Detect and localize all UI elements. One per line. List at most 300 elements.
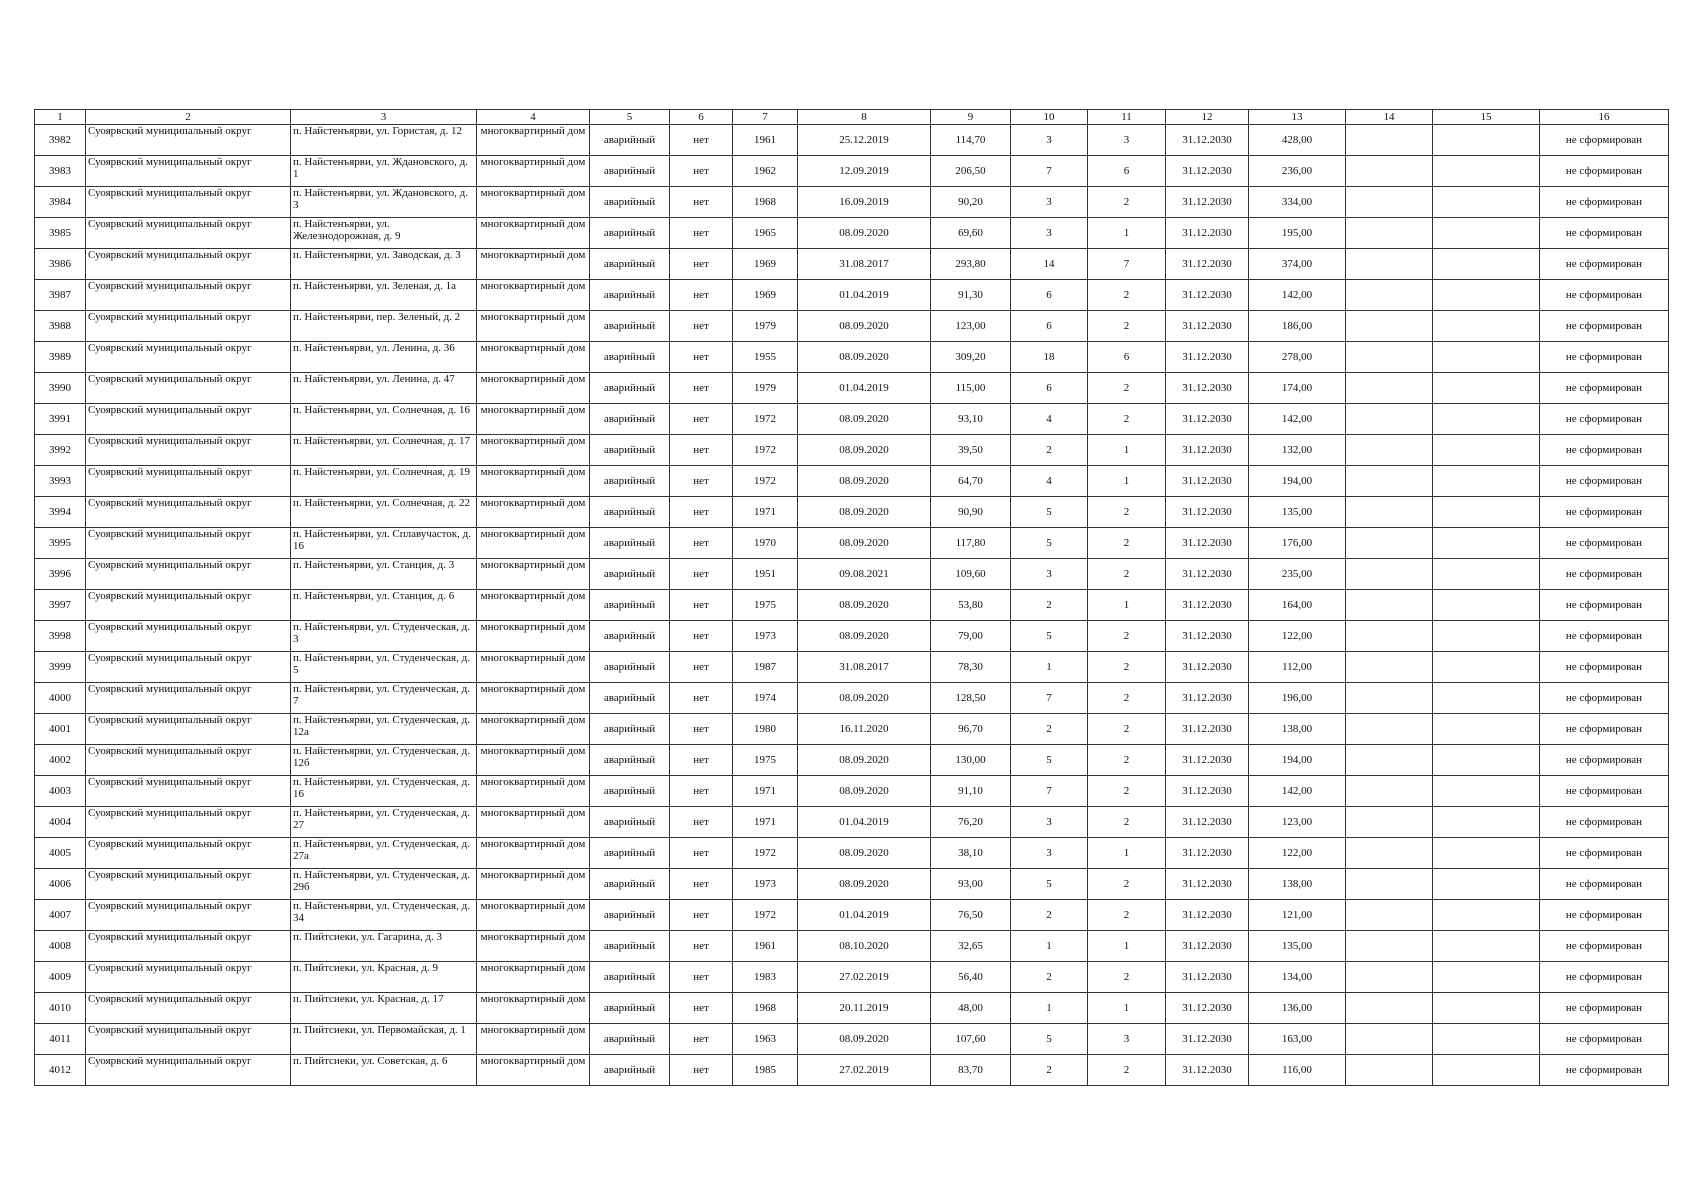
condition-cell: аварийный: [590, 497, 670, 528]
flag-cell: нет: [670, 249, 733, 280]
area-cell: 53,80: [931, 590, 1011, 621]
flats-cell: 2: [1088, 621, 1166, 652]
residents-cell: 3: [1011, 218, 1088, 249]
date-cell: 08.09.2020: [798, 590, 931, 621]
flats-cell: 6: [1088, 156, 1166, 187]
column-number-row: [35, 110, 1669, 125]
flats-cell: 2: [1088, 962, 1166, 993]
residents-cell: 2: [1011, 962, 1088, 993]
column-number-header: 16: [1540, 110, 1669, 125]
column-number-header: 1: [35, 110, 86, 125]
flag-cell: нет: [670, 714, 733, 745]
empty-cell: [1346, 993, 1433, 1024]
table-row: [35, 373, 1669, 404]
date-cell: 08.10.2020: [798, 931, 931, 962]
deadline-cell: 31.12.2030: [1166, 776, 1249, 807]
condition-cell: аварийный: [590, 590, 670, 621]
residents-cell: 5: [1011, 497, 1088, 528]
condition-cell: аварийный: [590, 838, 670, 869]
flats-cell: 2: [1088, 714, 1166, 745]
date-cell: 27.02.2019: [798, 1055, 931, 1086]
deadline-cell: 31.12.2030: [1166, 435, 1249, 466]
condition-cell: аварийный: [590, 869, 670, 900]
year-cell: 1951: [733, 559, 798, 590]
building-type-cell: многоквартирный дом: [477, 156, 590, 187]
address-cell: п. Найстенъярви, ул. Студенческая, д. 3: [291, 621, 477, 652]
district-cell: Суоярвский муниципальный округ: [86, 931, 291, 962]
building-type-cell: многоквартирный дом: [477, 1055, 590, 1086]
value-cell: 176,00: [1249, 528, 1346, 559]
condition-cell: аварийный: [590, 342, 670, 373]
flats-cell: 2: [1088, 652, 1166, 683]
table-row: [35, 1055, 1669, 1086]
area-cell: 48,00: [931, 993, 1011, 1024]
flag-cell: нет: [670, 218, 733, 249]
empty-cell: [1346, 373, 1433, 404]
table-row: [35, 125, 1669, 156]
area-cell: 78,30: [931, 652, 1011, 683]
building-type-cell: многоквартирный дом: [477, 125, 590, 156]
row-number-cell: 4012: [35, 1055, 86, 1086]
year-cell: 1965: [733, 218, 798, 249]
flats-cell: 2: [1088, 528, 1166, 559]
address-cell: п. Найстенъярви, ул. Станция, д. 6: [291, 590, 477, 621]
status-cell: не сформирован: [1540, 125, 1669, 156]
building-type-cell: многоквартирный дом: [477, 342, 590, 373]
area-cell: 123,00: [931, 311, 1011, 342]
date-cell: 31.08.2017: [798, 652, 931, 683]
empty-cell: [1433, 435, 1540, 466]
flag-cell: нет: [670, 931, 733, 962]
district-cell: Суоярвский муниципальный округ: [86, 900, 291, 931]
deadline-cell: 31.12.2030: [1166, 683, 1249, 714]
table-row: [35, 311, 1669, 342]
empty-cell: [1433, 156, 1540, 187]
building-type-cell: многоквартирный дом: [477, 280, 590, 311]
area-cell: 39,50: [931, 435, 1011, 466]
year-cell: 1973: [733, 869, 798, 900]
status-cell: не сформирован: [1540, 249, 1669, 280]
residents-cell: 3: [1011, 125, 1088, 156]
value-cell: 374,00: [1249, 249, 1346, 280]
status-cell: не сформирован: [1540, 683, 1669, 714]
area-cell: 90,90: [931, 497, 1011, 528]
date-cell: 01.04.2019: [798, 280, 931, 311]
value-cell: 132,00: [1249, 435, 1346, 466]
condition-cell: аварийный: [590, 683, 670, 714]
address-cell: п. Пийтсиеки, ул. Первомайская, д. 1: [291, 1024, 477, 1055]
condition-cell: аварийный: [590, 435, 670, 466]
deadline-cell: 31.12.2030: [1166, 373, 1249, 404]
value-cell: 121,00: [1249, 900, 1346, 931]
row-number-cell: 3988: [35, 311, 86, 342]
table-row: [35, 962, 1669, 993]
status-cell: не сформирован: [1540, 342, 1669, 373]
residents-cell: 14: [1011, 249, 1088, 280]
row-number-cell: 3991: [35, 404, 86, 435]
row-number-cell: 4000: [35, 683, 86, 714]
condition-cell: аварийный: [590, 559, 670, 590]
building-type-cell: многоквартирный дом: [477, 435, 590, 466]
date-cell: 08.09.2020: [798, 776, 931, 807]
value-cell: 196,00: [1249, 683, 1346, 714]
building-type-cell: многоквартирный дом: [477, 590, 590, 621]
condition-cell: аварийный: [590, 652, 670, 683]
value-cell: 194,00: [1249, 745, 1346, 776]
deadline-cell: 31.12.2030: [1166, 342, 1249, 373]
empty-cell: [1346, 900, 1433, 931]
table-row: [35, 993, 1669, 1024]
empty-cell: [1346, 435, 1433, 466]
area-cell: 38,10: [931, 838, 1011, 869]
condition-cell: аварийный: [590, 745, 670, 776]
table-row: [35, 435, 1669, 466]
table-body: [35, 125, 1669, 1086]
status-cell: не сформирован: [1540, 652, 1669, 683]
building-type-cell: многоквартирный дом: [477, 869, 590, 900]
address-cell: п. Найстенъярви, ул. Студенческая, д. 34: [291, 900, 477, 931]
date-cell: 01.04.2019: [798, 900, 931, 931]
condition-cell: аварийный: [590, 807, 670, 838]
empty-cell: [1433, 931, 1540, 962]
deadline-cell: 31.12.2030: [1166, 249, 1249, 280]
flag-cell: нет: [670, 900, 733, 931]
area-cell: 115,00: [931, 373, 1011, 404]
status-cell: не сформирован: [1540, 900, 1669, 931]
year-cell: 1955: [733, 342, 798, 373]
year-cell: 1963: [733, 1024, 798, 1055]
condition-cell: аварийный: [590, 776, 670, 807]
deadline-cell: 31.12.2030: [1166, 807, 1249, 838]
empty-cell: [1346, 745, 1433, 776]
deadline-cell: 31.12.2030: [1166, 559, 1249, 590]
condition-cell: аварийный: [590, 187, 670, 218]
residents-cell: 6: [1011, 373, 1088, 404]
row-number-cell: 3983: [35, 156, 86, 187]
address-cell: п. Найстенъярви, ул. Солнечная, д. 19: [291, 466, 477, 497]
building-type-cell: многоквартирный дом: [477, 497, 590, 528]
district-cell: Суоярвский муниципальный округ: [86, 311, 291, 342]
column-number-header: 4: [477, 110, 590, 125]
date-cell: 08.09.2020: [798, 1024, 931, 1055]
date-cell: 08.09.2020: [798, 218, 931, 249]
status-cell: не сформирован: [1540, 280, 1669, 311]
empty-cell: [1433, 714, 1540, 745]
year-cell: 1983: [733, 962, 798, 993]
flag-cell: нет: [670, 404, 733, 435]
year-cell: 1971: [733, 776, 798, 807]
table-row: [35, 342, 1669, 373]
column-number-header: 3: [291, 110, 477, 125]
value-cell: 142,00: [1249, 404, 1346, 435]
year-cell: 1972: [733, 435, 798, 466]
flats-cell: 1: [1088, 931, 1166, 962]
building-type-cell: многоквартирный дом: [477, 993, 590, 1024]
deadline-cell: 31.12.2030: [1166, 280, 1249, 311]
district-cell: Суоярвский муниципальный округ: [86, 745, 291, 776]
address-cell: п. Пийтсиеки, ул. Красная, д. 17: [291, 993, 477, 1024]
building-type-cell: многоквартирный дом: [477, 373, 590, 404]
deadline-cell: 31.12.2030: [1166, 962, 1249, 993]
flag-cell: нет: [670, 311, 733, 342]
empty-cell: [1433, 528, 1540, 559]
building-type-cell: многоквартирный дом: [477, 838, 590, 869]
condition-cell: аварийный: [590, 218, 670, 249]
year-cell: 1970: [733, 528, 798, 559]
year-cell: 1987: [733, 652, 798, 683]
column-number-header: 10: [1011, 110, 1088, 125]
row-number-cell: 4007: [35, 900, 86, 931]
building-type-cell: многоквартирный дом: [477, 559, 590, 590]
status-cell: не сформирован: [1540, 838, 1669, 869]
year-cell: 1969: [733, 280, 798, 311]
table-row: [35, 249, 1669, 280]
flag-cell: нет: [670, 776, 733, 807]
date-cell: 08.09.2020: [798, 838, 931, 869]
status-cell: не сформирован: [1540, 1055, 1669, 1086]
address-cell: п. Найстенъярви, ул. Ленина, д. 36: [291, 342, 477, 373]
empty-cell: [1346, 280, 1433, 311]
residents-cell: 6: [1011, 280, 1088, 311]
deadline-cell: 31.12.2030: [1166, 838, 1249, 869]
value-cell: 428,00: [1249, 125, 1346, 156]
district-cell: Суоярвский муниципальный округ: [86, 993, 291, 1024]
row-number-cell: 4005: [35, 838, 86, 869]
deadline-cell: 31.12.2030: [1166, 1024, 1249, 1055]
row-number-cell: 3995: [35, 528, 86, 559]
flats-cell: 3: [1088, 125, 1166, 156]
residents-cell: 2: [1011, 714, 1088, 745]
condition-cell: аварийный: [590, 373, 670, 404]
flag-cell: нет: [670, 497, 733, 528]
condition-cell: аварийный: [590, 1024, 670, 1055]
flag-cell: нет: [670, 1024, 733, 1055]
flag-cell: нет: [670, 342, 733, 373]
status-cell: не сформирован: [1540, 218, 1669, 249]
residents-cell: 4: [1011, 466, 1088, 497]
building-type-cell: многоквартирный дом: [477, 714, 590, 745]
empty-cell: [1433, 993, 1540, 1024]
residents-cell: 2: [1011, 900, 1088, 931]
empty-cell: [1433, 962, 1540, 993]
value-cell: 123,00: [1249, 807, 1346, 838]
empty-cell: [1346, 218, 1433, 249]
value-cell: 235,00: [1249, 559, 1346, 590]
deadline-cell: 31.12.2030: [1166, 466, 1249, 497]
flag-cell: нет: [670, 745, 733, 776]
deadline-cell: 31.12.2030: [1166, 497, 1249, 528]
table-row: [35, 683, 1669, 714]
empty-cell: [1346, 125, 1433, 156]
deadline-cell: 31.12.2030: [1166, 404, 1249, 435]
building-type-cell: многоквартирный дом: [477, 776, 590, 807]
value-cell: 142,00: [1249, 280, 1346, 311]
condition-cell: аварийный: [590, 621, 670, 652]
residents-cell: 3: [1011, 838, 1088, 869]
column-number-header: 7: [733, 110, 798, 125]
row-number-cell: 3996: [35, 559, 86, 590]
condition-cell: аварийный: [590, 156, 670, 187]
area-cell: 32,65: [931, 931, 1011, 962]
district-cell: Суоярвский муниципальный округ: [86, 776, 291, 807]
empty-cell: [1433, 745, 1540, 776]
empty-cell: [1346, 776, 1433, 807]
flag-cell: нет: [670, 993, 733, 1024]
district-cell: Суоярвский муниципальный округ: [86, 466, 291, 497]
residents-cell: 7: [1011, 156, 1088, 187]
area-cell: 130,00: [931, 745, 1011, 776]
column-number-header: 14: [1346, 110, 1433, 125]
area-cell: 64,70: [931, 466, 1011, 497]
row-number-cell: 4011: [35, 1024, 86, 1055]
date-cell: 01.04.2019: [798, 807, 931, 838]
flats-cell: 1: [1088, 993, 1166, 1024]
building-type-cell: многоквартирный дом: [477, 745, 590, 776]
flats-cell: 7: [1088, 249, 1166, 280]
empty-cell: [1346, 621, 1433, 652]
address-cell: п. Найстенъярви, ул. Студенческая, д. 12а: [291, 714, 477, 745]
value-cell: 134,00: [1249, 962, 1346, 993]
residents-cell: 1: [1011, 931, 1088, 962]
table-row: [35, 497, 1669, 528]
flag-cell: нет: [670, 280, 733, 311]
district-cell: Суоярвский муниципальный округ: [86, 435, 291, 466]
empty-cell: [1346, 466, 1433, 497]
deadline-cell: 31.12.2030: [1166, 125, 1249, 156]
flats-cell: 2: [1088, 869, 1166, 900]
flag-cell: нет: [670, 466, 733, 497]
table-row: [35, 621, 1669, 652]
column-number-header: 5: [590, 110, 670, 125]
date-cell: 08.09.2020: [798, 404, 931, 435]
building-type-cell: многоквартирный дом: [477, 311, 590, 342]
district-cell: Суоярвский муниципальный округ: [86, 156, 291, 187]
empty-cell: [1433, 652, 1540, 683]
value-cell: 122,00: [1249, 838, 1346, 869]
table-row: [35, 869, 1669, 900]
flag-cell: нет: [670, 652, 733, 683]
residents-cell: 1: [1011, 652, 1088, 683]
address-cell: п. Найстенъярви, ул. Студенческая, д. 27а: [291, 838, 477, 869]
status-cell: не сформирован: [1540, 776, 1669, 807]
district-cell: Суоярвский муниципальный округ: [86, 1055, 291, 1086]
table-row: [35, 187, 1669, 218]
flag-cell: нет: [670, 590, 733, 621]
building-type-cell: многоквартирный дом: [477, 900, 590, 931]
year-cell: 1975: [733, 590, 798, 621]
empty-cell: [1346, 156, 1433, 187]
area-cell: 109,60: [931, 559, 1011, 590]
date-cell: 08.09.2020: [798, 528, 931, 559]
status-cell: не сформирован: [1540, 559, 1669, 590]
building-type-cell: многоквартирный дом: [477, 962, 590, 993]
residents-cell: 5: [1011, 1024, 1088, 1055]
flats-cell: 2: [1088, 404, 1166, 435]
empty-cell: [1346, 528, 1433, 559]
row-number-cell: 3989: [35, 342, 86, 373]
date-cell: 27.02.2019: [798, 962, 931, 993]
table-row: [35, 404, 1669, 435]
status-cell: не сформирован: [1540, 993, 1669, 1024]
condition-cell: аварийный: [590, 962, 670, 993]
row-number-cell: 3986: [35, 249, 86, 280]
row-number-cell: 4009: [35, 962, 86, 993]
area-cell: 79,00: [931, 621, 1011, 652]
status-cell: не сформирован: [1540, 714, 1669, 745]
flag-cell: нет: [670, 683, 733, 714]
deadline-cell: 31.12.2030: [1166, 187, 1249, 218]
building-type-cell: многоквартирный дом: [477, 528, 590, 559]
flats-cell: 1: [1088, 590, 1166, 621]
status-cell: не сформирован: [1540, 745, 1669, 776]
district-cell: Суоярвский муниципальный округ: [86, 559, 291, 590]
value-cell: 136,00: [1249, 993, 1346, 1024]
date-cell: 20.11.2019: [798, 993, 931, 1024]
flats-cell: 2: [1088, 373, 1166, 404]
row-number-cell: 3999: [35, 652, 86, 683]
date-cell: 12.09.2019: [798, 156, 931, 187]
district-cell: Суоярвский муниципальный округ: [86, 528, 291, 559]
empty-cell: [1346, 187, 1433, 218]
residents-cell: 2: [1011, 435, 1088, 466]
empty-cell: [1433, 621, 1540, 652]
district-cell: Суоярвский муниципальный округ: [86, 497, 291, 528]
address-cell: п. Найстенъярви, ул. Ленина, д. 47: [291, 373, 477, 404]
table-row: [35, 745, 1669, 776]
empty-cell: [1433, 125, 1540, 156]
empty-cell: [1346, 1055, 1433, 1086]
status-cell: не сформирован: [1540, 931, 1669, 962]
date-cell: 08.09.2020: [798, 466, 931, 497]
empty-cell: [1433, 373, 1540, 404]
status-cell: не сформирован: [1540, 187, 1669, 218]
empty-cell: [1346, 683, 1433, 714]
date-cell: 31.08.2017: [798, 249, 931, 280]
building-type-cell: многоквартирный дом: [477, 931, 590, 962]
date-cell: 08.09.2020: [798, 621, 931, 652]
empty-cell: [1433, 1024, 1540, 1055]
condition-cell: аварийный: [590, 993, 670, 1024]
value-cell: 194,00: [1249, 466, 1346, 497]
address-cell: п. Найстенъярви, ул. Ждановского, д. 3: [291, 187, 477, 218]
area-cell: 91,30: [931, 280, 1011, 311]
address-cell: п. Найстенъярви, ул. Заводская, д. 3: [291, 249, 477, 280]
district-cell: Суоярвский муниципальный округ: [86, 342, 291, 373]
value-cell: 334,00: [1249, 187, 1346, 218]
area-cell: 96,70: [931, 714, 1011, 745]
flag-cell: нет: [670, 528, 733, 559]
empty-cell: [1433, 404, 1540, 435]
flats-cell: 1: [1088, 838, 1166, 869]
status-cell: не сформирован: [1540, 435, 1669, 466]
empty-cell: [1433, 590, 1540, 621]
flag-cell: нет: [670, 125, 733, 156]
address-cell: п. Найстенъярви, ул. Ждановского, д. 1: [291, 156, 477, 187]
flag-cell: нет: [670, 559, 733, 590]
empty-cell: [1433, 187, 1540, 218]
deadline-cell: 31.12.2030: [1166, 1055, 1249, 1086]
empty-cell: [1433, 807, 1540, 838]
flats-cell: 3: [1088, 1024, 1166, 1055]
row-number-cell: 3987: [35, 280, 86, 311]
district-cell: Суоярвский муниципальный округ: [86, 280, 291, 311]
empty-cell: [1433, 497, 1540, 528]
date-cell: 01.04.2019: [798, 373, 931, 404]
area-cell: 76,20: [931, 807, 1011, 838]
flats-cell: 2: [1088, 900, 1166, 931]
flats-cell: 2: [1088, 776, 1166, 807]
residents-cell: 7: [1011, 683, 1088, 714]
